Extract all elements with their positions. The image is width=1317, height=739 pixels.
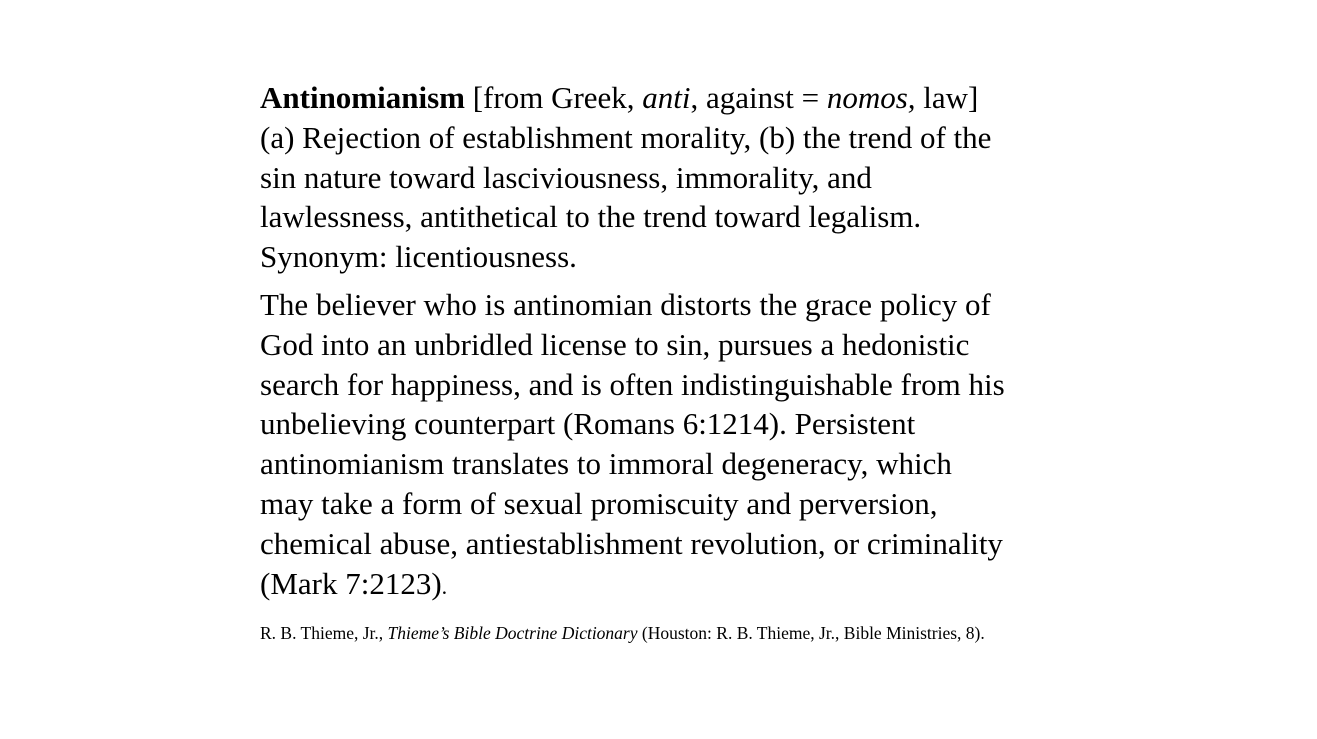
- citation-publication: (Houston: R. B. Thieme, Jr., Bible Ministries, 8).: [637, 623, 985, 644]
- definition-heading: [260, 80, 978, 115]
- etymology-open: [from Greek,: [464, 80, 643, 115]
- etymology-nomos: nomos,: [826, 80, 916, 115]
- paragraph-line: unbelieving counterpart (Romans 6:1214). Persistent: [260, 406, 916, 442]
- paragraph-line: may take a form of sexual promiscuity and perversion,: [260, 485, 938, 521]
- paragraph-end-period: .: [441, 573, 448, 599]
- explanation-paragraph: [260, 285, 1080, 606]
- definition-line: (a) Rejection of establishment morality, (b) the trend of the: [260, 119, 992, 155]
- paragraph-line: chemical abuse, antiestablishment revolution, or criminality: [260, 525, 1003, 561]
- paragraph-line: antinomianism translates to immoral degeneracy, which: [260, 446, 952, 482]
- definition-line: sin nature toward lasciviousness, immorality, and: [260, 159, 872, 195]
- dictionary-entry: [260, 78, 1080, 644]
- definition: [260, 78, 1080, 277]
- paragraph-line: (Mark 7:2123): [260, 565, 442, 601]
- paragraph-line: God into an unbridled license to sin, pursues a hedonistic: [260, 326, 970, 362]
- etymology-mid: , against =: [690, 80, 827, 115]
- citation-author: R. B. Thieme, Jr.,: [260, 623, 388, 644]
- definition-line: lawlessness, antithetical to the trend toward legalism.: [260, 199, 922, 235]
- citation: [260, 622, 1080, 644]
- etymology-anti: anti: [642, 80, 691, 115]
- paragraph-line: search for happiness, and is often indistinguishable from his: [260, 366, 1005, 402]
- synonym-line: Synonym: licentiousness.: [260, 239, 577, 275]
- entry-term: Antinomianism: [260, 80, 465, 115]
- paragraph-line: The believer who is antinomian distorts the grace policy of: [260, 286, 991, 322]
- citation-title: Thieme’s Bible Doctrine Dictionary: [387, 623, 638, 644]
- etymology-close: law]: [915, 80, 979, 115]
